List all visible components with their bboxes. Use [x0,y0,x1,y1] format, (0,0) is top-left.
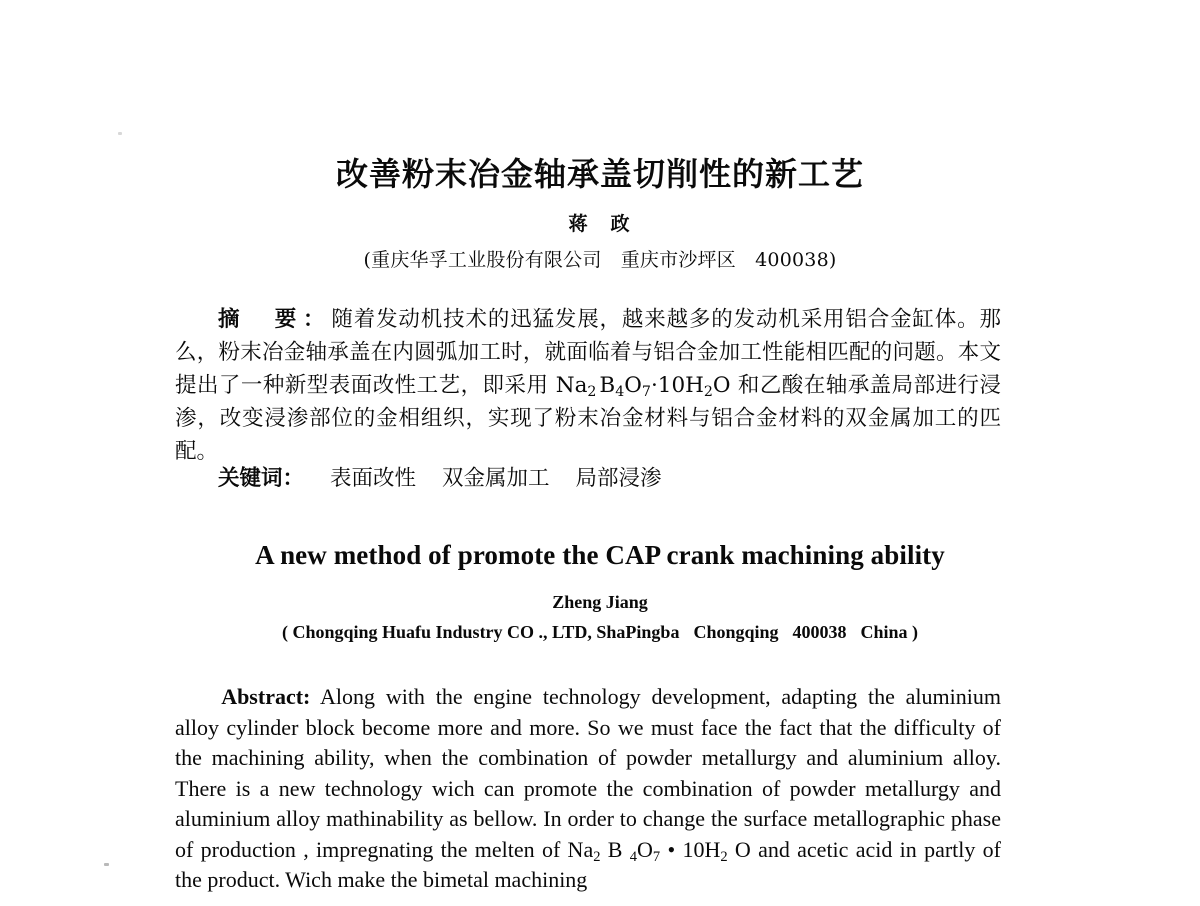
chinese-abstract-label: 摘 要： [218,307,332,332]
english-abstract-text-2: B [600,836,630,862]
english-abstract-text-4: • 10H [660,836,721,862]
chinese-affiliation: (重庆华孚工业股份有限公司 重庆市沙坪区 400038) [363,249,837,271]
en-formula-subscript-h2: 2 [720,848,728,865]
english-affiliation-country: China ) [860,622,919,642]
formula-subscript-h2: 2 [703,383,713,400]
keyword-item-3: 局部浸渗 [575,466,662,491]
keyword-item-1: 表面改性 [330,466,417,491]
chinese-abstract-text-5: O 和乙酸在轴承盖局部进行浸渗，改变浸渗部位的金相组织，实现了粉末冶金材料与铝合金材料的双金属加工的匹配。 [175,373,1001,464]
english-affiliation-city: Chongqing [693,622,779,642]
chinese-abstract-text-1: 随着发动机技术的迅猛发展，越来越多的发动机采用铝合金缸体。那么，粉末冶金轴承盖在内圆弧加工时，就面临着与铝合金加工性能相匹配的问题。本文提出了一种新型表面改性工艺，即采用 Na [175,307,1001,398]
keyword-item-2: 双金属加工 [442,466,550,491]
scan-artifact-speck-top [118,132,122,135]
en-formula-subscript-4: 4 [629,848,638,865]
chinese-abstract-text-2: B [599,373,616,398]
chinese-abstract-text-4: ·10H [650,373,704,398]
english-affiliation-institution: ( Chongqing Huafu Industry CO ., LTD, ShaPingba [281,622,680,642]
english-author: Zheng Jiang [552,592,648,612]
scan-artifact-speck-bottom [104,863,109,866]
en-formula-subscript-7: 7 [652,848,661,865]
english-abstract-text-3: O [637,836,653,862]
chinese-abstract-paragraph [175,303,1001,468]
chinese-abstract [175,303,1001,468]
chinese-author: 蒋 政 [568,213,632,235]
chinese-abstract-text-3: O [624,373,642,398]
formula-subscript-7: 7 [641,383,651,400]
chinese-keywords [175,462,1001,495]
english-abstract-paragraph [175,682,1001,896]
english-affiliation-postcode: 400038 [792,622,847,642]
english-abstract-label: Abstract: [221,684,311,709]
formula-subscript-2: 2 [587,383,597,400]
en-formula-subscript-2: 2 [593,848,601,865]
chinese-title: 改善粉末冶金轴承盖切削性的新工艺 [335,155,864,193]
english-abstract [175,682,1001,896]
english-abstract-text-5: O and acetic acid in partly of the product. Wich make the bimetal machining [175,836,1001,892]
chinese-keywords-label: 关键词： [218,466,305,491]
formula-subscript-4: 4 [615,383,625,400]
english-affiliation [100,622,1100,643]
english-title: A new method of promote the CAP crank machining ability [255,540,945,570]
english-abstract-text-1: Along with the engine technology development, adapting the aluminium alloy cylinder block become more and more. So we must face the fact that the difficulty of the machining ability, when the combination of powder metallurgy and aluminium alloy. There is a new technology wich can promote the combination of powder metallurgy and aluminium alloy mathinability as bellow. In order to change the surface metallographic phase of production , impregnating the melten of Na [175,684,1001,862]
